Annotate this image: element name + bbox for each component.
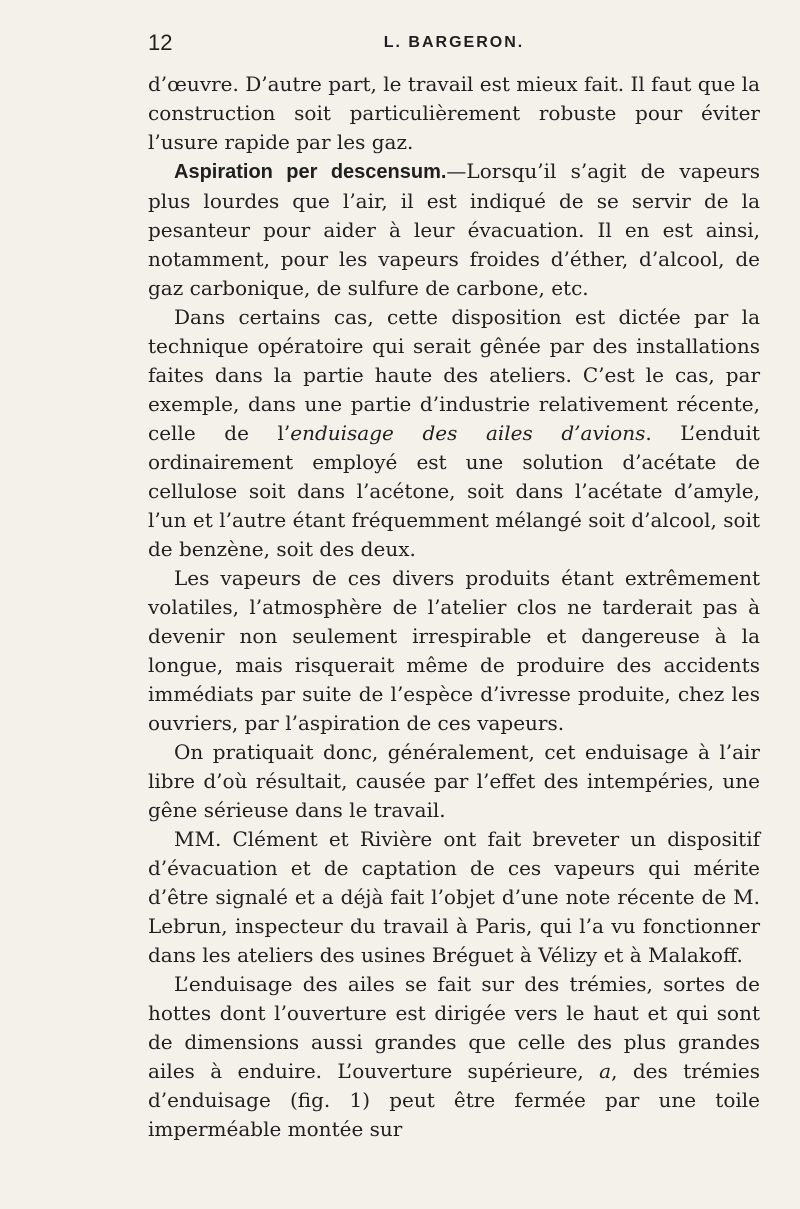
- running-head: L. BARGERON.: [383, 34, 525, 51]
- paragraph: [148, 157, 760, 303]
- paragraph: [148, 564, 760, 738]
- paragraph-continuation: [148, 70, 760, 157]
- paragraph-text: , des trémies d’enduisage (fig. 1) peut être fermée par une toile imperméable montée sur: [148, 1059, 760, 1141]
- italic-term: enduisage des ailes d’avions: [290, 421, 646, 445]
- body-text: [148, 70, 760, 1144]
- paragraph: [148, 970, 760, 1144]
- paragraph-text: L’enduisage des ailes se fait sur des trémies, sortes de hottes dont l’ouverture est dirigée vers le haut et qui sont de dimensions aussi grandes que celle des plus grandes ailes à enduire. L’ouverture supérieure,: [148, 972, 760, 1083]
- paragraph: [148, 303, 760, 564]
- paragraph: [148, 738, 760, 825]
- paragraph-text: d’œuvre. D’autre part, le travail est mieux fait. Il faut que la construction soit particulièrement robuste pour éviter l’usure rapide par les gaz.: [148, 72, 760, 154]
- paragraph-text: MM. Clément et Rivière ont fait breveter un dispositif d’évacuation et de captation de ces vapeurs qui mérite d’être signalé et a déjà fait l’objet d’une note récente de M. Lebrun, inspecteur du travail à Paris, qui l’a vu fonctionner dans les ateliers des usines Bréguet à Vélizy et à Malakoff.: [148, 827, 760, 967]
- section-heading: Aspiration per descensum.: [174, 161, 447, 183]
- paragraph-text: —Lorsqu’il s’agit de vapeurs plus lourdes que l’air, il est indiqué de se servir de la pesanteur pour aider à leur évacuation. Il en est ainsi, notamment, pour les vapeurs froides d’éther, d’alcool, de gaz carbonique, de sulfure de carbone, etc.: [148, 159, 760, 300]
- page-header: [148, 30, 760, 64]
- paragraph-text: Dans certains cas, cette disposition est dictée par la technique opératoire qui serait gênée par des installations faites dans la partie haute des ateliers. C’est le cas, par exemple, dans une partie d’industrie relativement récente, celle de l’: [148, 305, 760, 445]
- paragraph: [148, 825, 760, 970]
- paragraph-text: Les vapeurs de ces divers produits étant extrêmement volatiles, l’atmosphère de l’atelier clos ne tarderait pas à devenir non seulement irrespirable et dangereuse à la longue, mais risquerait même de produire des accidents immédiats par suite de l’espèce d’ivresse produite, chez les ouvriers, par l’aspiration de ces vapeurs.: [148, 566, 760, 735]
- paragraph-text: On pratiquait donc, généralement, cet enduisage à l’air libre d’où résultait, causée par l’effet des intempéries, une gêne sérieuse dans le travail.: [148, 740, 760, 822]
- italic-letter: a: [599, 1059, 612, 1083]
- page-number: 12: [148, 30, 173, 55]
- paragraph-text: . L’enduit ordinairement employé est une solution d’acétate de cellulose soit dans l’acétone, soit dans l’acétate d’amyle, l’un et l’autre étant fréquemment mélangé soit d’alcool, soit de benzène, soit des deux.: [148, 421, 760, 561]
